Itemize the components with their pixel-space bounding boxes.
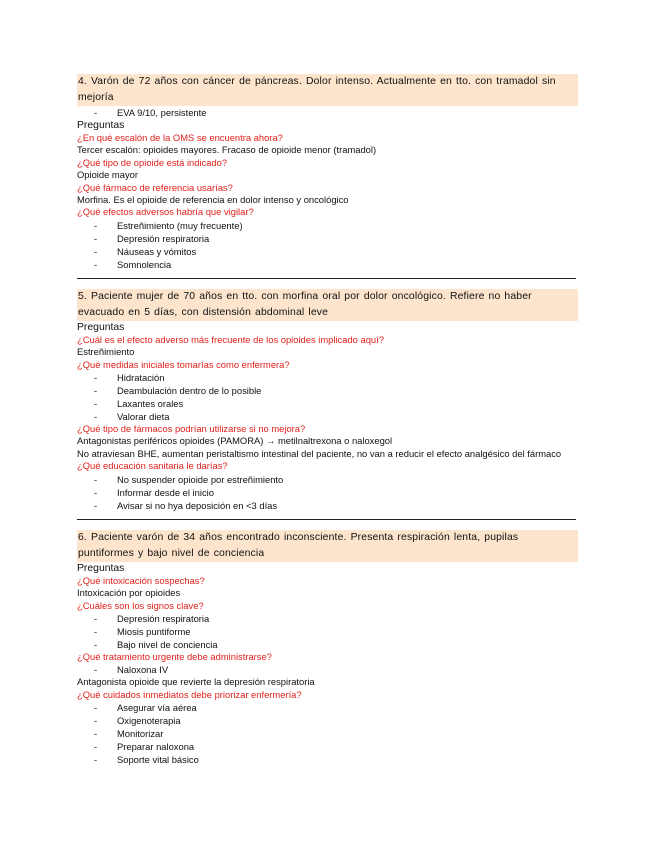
answer-list <box>77 612 578 651</box>
question: ¿Qué educación sanitaria le darías? <box>77 460 228 472</box>
list-item: - Avisar si no hya deposición en <3 días <box>77 499 578 512</box>
question: ¿Qué efectos adversos habría que vigilar? <box>77 206 254 218</box>
case-6 <box>77 530 578 766</box>
preguntas-label: Preguntas <box>77 120 125 131</box>
case-5-title: 5. Paciente mujer de 70 años en tto. con morfina oral por dolor oncológico. Refiere no haber evacuado en 5 días, con distensión abdominal leve <box>77 289 578 321</box>
question: ¿Qué fármaco de referencia usarías? <box>77 181 233 193</box>
case-4-title-bullets <box>77 106 578 119</box>
list-item: - Naloxona IV <box>77 663 578 676</box>
question: ¿Qué tipo de fármacos podrían utilizarse si no mejora? <box>77 423 306 435</box>
question: ¿Cuál es el efecto adverso más frecuente de los opioides implicado aquí? <box>77 333 384 345</box>
answer-list <box>77 663 578 676</box>
case-4-title: 4. Varón de 72 años con cáncer de páncreas. Dolor intenso. Actualmente en tto. con tramadol sin mejoría <box>77 74 578 106</box>
list-item: - No suspender opioide por estreñimiento <box>77 473 578 486</box>
answer: Morfina. Es el opioide de referencia en dolor intenso y oncológico <box>77 194 349 206</box>
answer: Opioide mayor <box>77 169 138 181</box>
list-item: - Laxantes orales <box>77 397 578 410</box>
question: ¿Qué medidas iniciales tomarías como enfermera? <box>77 358 290 370</box>
list-item: - Monitorizar <box>77 727 578 740</box>
answer: Antagonistas periféricos opioides (PAMORA) → metilnaltrexona o naloxegol <box>77 435 393 447</box>
list-item: - Informar desde el inicio <box>77 486 578 499</box>
list-item: - Asegurar vía aérea <box>77 701 578 714</box>
case-4 <box>77 74 578 279</box>
answer-list <box>77 473 578 512</box>
answer: No atraviesan BHE, aumentan peristaltismo intestinal del paciente, no van a reducir el efecto analgésico del fármaco <box>77 447 562 459</box>
list-item: - Oxigenoterapia <box>77 714 578 727</box>
answer-list <box>77 371 578 423</box>
case-6-title: 6. Paciente varón de 34 años encontrado inconsciente. Presenta respiración lenta, pupilas puntiformes y bajo nivel de conciencia <box>77 530 578 562</box>
list-item: - Somnolencia <box>77 258 578 271</box>
list-item: - Depresión respiratoria <box>77 232 578 245</box>
answer-list <box>77 701 578 766</box>
preguntas-label: Preguntas <box>77 562 125 574</box>
question: ¿Qué cuidados inmediatos debe priorizar enfermería? <box>77 688 302 700</box>
list-item: - Estreñimiento (muy frecuente) <box>77 219 578 232</box>
case-5 <box>77 289 578 520</box>
question: ¿Qué tratamiento urgente debe administrarse? <box>77 650 272 662</box>
question: ¿En qué escalón de la OMS se encuentra ahora? <box>77 132 283 143</box>
list-item: - Valorar dieta <box>77 410 578 423</box>
spacer <box>77 520 578 530</box>
spacer <box>77 279 578 289</box>
answer-list <box>77 219 578 271</box>
list-item: - Depresión respiratoria <box>77 612 578 625</box>
list-item: - EVA 9/10, persistente <box>77 106 578 119</box>
document-page <box>77 74 578 766</box>
list-item: - Bajo nivel de conciencia <box>77 638 578 651</box>
preguntas-label: Preguntas <box>77 321 125 333</box>
list-item: - Hidratación <box>77 371 578 384</box>
question: ¿Qué tipo de opioide está indicado? <box>77 156 228 168</box>
list-item: - Miosis puntiforme <box>77 625 578 638</box>
list-item: - Soporte vital básico <box>77 753 578 766</box>
question: ¿Cuáles son los signos clave? <box>77 599 204 611</box>
list-item: - Deambulación dentro de lo posible <box>77 384 578 397</box>
answer: Tercer escalón: opioides mayores. Fracaso de opioide menor (tramadol) <box>77 144 377 156</box>
answer: Intoxicación por opioides <box>77 587 181 599</box>
answer: Estreñimiento <box>77 346 135 358</box>
list-item: - Náuseas y vómitos <box>77 245 578 258</box>
answer: Antagonista opioide que revierte la depresión respiratoria <box>77 676 315 688</box>
question: ¿Qué intoxicación sospechas? <box>77 574 205 586</box>
list-item: - Preparar naloxona <box>77 740 578 753</box>
